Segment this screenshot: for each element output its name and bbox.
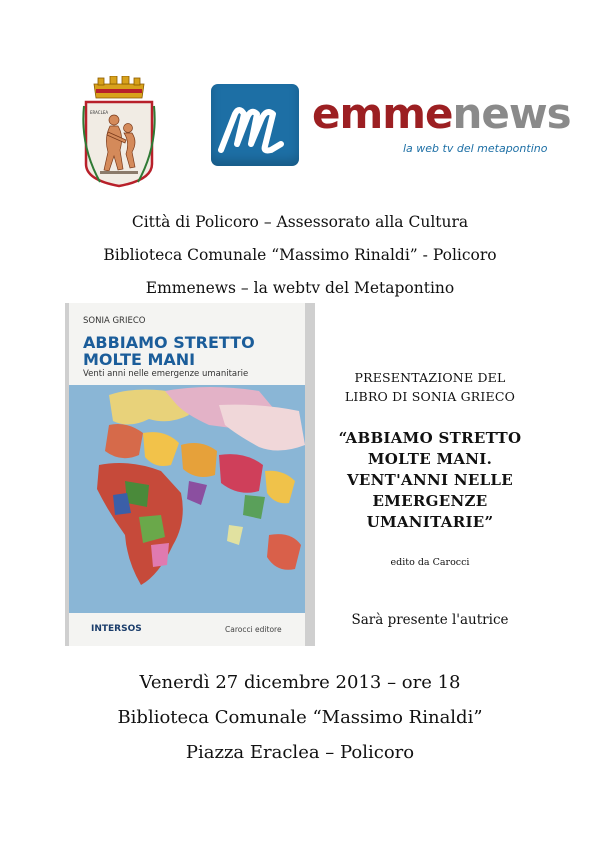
- svg-text:ERACLEA: ERACLEA: [90, 110, 109, 115]
- presentation-heading-line2: LIBRO DI SONIA GRIECO: [344, 389, 516, 404]
- quote-line: UMANITARIE”: [366, 513, 494, 531]
- header-line-emmenews: Emmenews – la webtv del Metapontino: [145, 279, 455, 297]
- emmenews-wordmark: [312, 89, 571, 138]
- book-cover-subtitle: Venti anni nelle emergenze umanitarie: [83, 369, 249, 379]
- logo-m-glyph-icon: [211, 84, 299, 166]
- event-venue: Biblioteca Comunale “Massimo Rinaldi”: [117, 707, 483, 728]
- event-date-time: Venerdì 27 dicembre 2013 – ore 18: [139, 672, 461, 693]
- header-line-city: Città di Policoro – Assessorato alla Cultura: [131, 213, 469, 231]
- book-cover-image: [65, 303, 315, 646]
- book-cover-title-line2: MOLTE MANI: [83, 350, 196, 369]
- book-cover-publisher-carocci: Carocci editore: [225, 625, 282, 634]
- event-address: Piazza Eraclea – Policoro: [185, 742, 415, 763]
- book-cover-title: [83, 334, 293, 368]
- book-cover-title-line1: ABBIAMO STRETTO: [83, 333, 255, 352]
- emmenews-logo-mark: [211, 84, 299, 166]
- presentation-heading-line1: PRESENTAZIONE DEL: [354, 370, 506, 385]
- logo-tagline: la web tv del metapontino: [403, 142, 548, 155]
- quote-line: “ABBIAMO STRETTO: [338, 429, 522, 447]
- world-map-illustration: [69, 385, 305, 613]
- publisher-note: edito da Carocci: [390, 557, 470, 568]
- wordmark-news: news: [452, 89, 571, 138]
- quote-line: EMERGENZE: [372, 492, 488, 510]
- author-present-note: Sarà presente l'autrice: [351, 612, 509, 628]
- city-crest-image: [80, 76, 158, 188]
- book-cover-author: SONIA GRIECO: [83, 316, 146, 326]
- quote-line: VENT'ANNI NELLE: [346, 471, 513, 489]
- header-line-library: Biblioteca Comunale “Massimo Rinaldi” - Policoro: [103, 246, 497, 264]
- quote-line: MOLTE MANI.: [367, 450, 493, 468]
- book-title-quote: [325, 428, 535, 533]
- wordmark-emme: emme: [312, 89, 453, 138]
- book-cover-publisher-intersos: INTERSOS: [91, 624, 142, 634]
